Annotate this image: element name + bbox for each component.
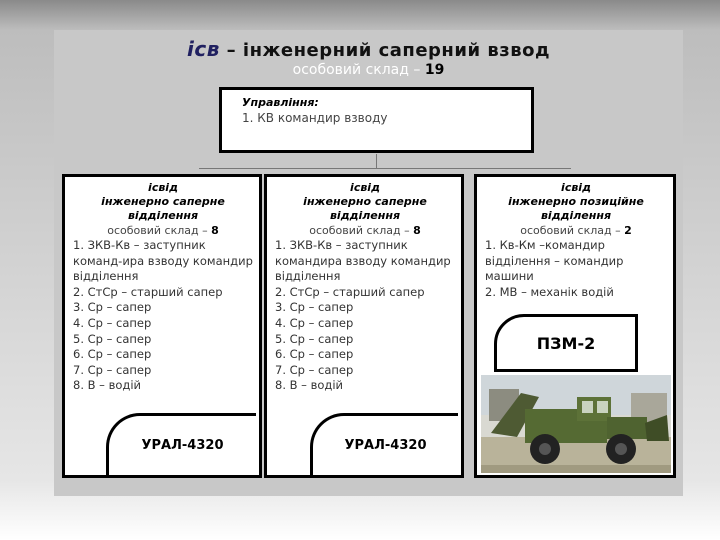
roster-line: 7. Ср – сапер (73, 362, 152, 377)
roster-line: 8. В – водій (275, 378, 344, 393)
management-line: 1. КВ командир взводу (242, 111, 388, 125)
squad-personnel-count: 2 (624, 224, 632, 237)
squad-abbr: ісвід (350, 181, 380, 194)
roster-line: 4. Ср – сапер (73, 315, 152, 330)
squad-name-2: відділення (329, 209, 401, 222)
vehicle-name: УРАЛ-4320 (344, 438, 427, 453)
platoon-personnel (54, 62, 683, 78)
personnel-label: особовий склад – (292, 62, 425, 78)
squad-personnel-label: особовий склад – (309, 224, 414, 237)
slide (54, 30, 683, 496)
squad-abbr: ісвід (148, 181, 178, 194)
vehicle-name: УРАЛ-4320 (141, 438, 224, 453)
squad-personnel-count: 8 (413, 224, 421, 237)
roster-line: 6. Ср – сапер (275, 347, 354, 362)
title-abbr: ісв (186, 37, 220, 61)
squad-abbr: ісвід (561, 181, 591, 194)
squad-personnel (73, 224, 253, 238)
squad-personnel-label: особовий склад – (107, 224, 212, 237)
management-heading: Управління: (242, 96, 319, 109)
vehicle-label-3 (494, 314, 638, 372)
roster-line: 1. ЗКВ-Кв – заступник команд-ира взводу командир відділення (73, 238, 253, 284)
squad-name-2: відділення (540, 209, 612, 222)
vehicle-label-2 (310, 413, 458, 475)
personnel-count: 19 (424, 62, 445, 78)
connector-horizontal (199, 168, 571, 169)
roster-line: 2. СтСр – старший сапер (275, 284, 425, 299)
squad-personnel (485, 224, 667, 238)
vehicle-name: ПЗМ-2 (536, 333, 596, 353)
roster-line: 2. СтСр – старший сапер (73, 284, 223, 299)
vehicle-label-1 (106, 413, 256, 475)
roster-line: 7. Ср – сапер (275, 362, 354, 377)
roster-line: 5. Ср – сапер (73, 331, 152, 346)
roster-line: 2. МВ – механік водій (485, 284, 614, 299)
roster-line: 5. Ср – сапер (275, 331, 354, 346)
squad-name: інженерно саперне (101, 195, 225, 208)
diagram-title (54, 37, 683, 61)
squad-personnel (275, 224, 455, 238)
connector-vertical (376, 154, 377, 168)
title-text: – інженерний саперний взвод (219, 40, 550, 61)
roster-line: 3. Ср – сапер (73, 300, 152, 315)
roster-line: 3. Ср – сапер (275, 300, 354, 315)
roster-line: 1. ЗКВ-Кв – заступник командира взводу командир відділення (275, 238, 451, 284)
management-box (219, 87, 534, 153)
squad-personnel-count: 8 (211, 224, 219, 237)
squad-name: інженерно саперне (303, 195, 427, 208)
roster-line: 4. Ср – сапер (275, 315, 354, 330)
squad-name: інженерно позиційне (508, 195, 644, 208)
roster-line: 1. Кв-Км –командир відділення – командир машини (485, 238, 624, 284)
engineering-vehicle-photo (481, 375, 671, 473)
roster-line: 8. В – водій (73, 378, 142, 393)
roster-line: 6. Ср – сапер (73, 347, 152, 362)
squad-personnel-label: особовий склад – (520, 224, 625, 237)
squad-name-2: відділення (127, 209, 199, 222)
